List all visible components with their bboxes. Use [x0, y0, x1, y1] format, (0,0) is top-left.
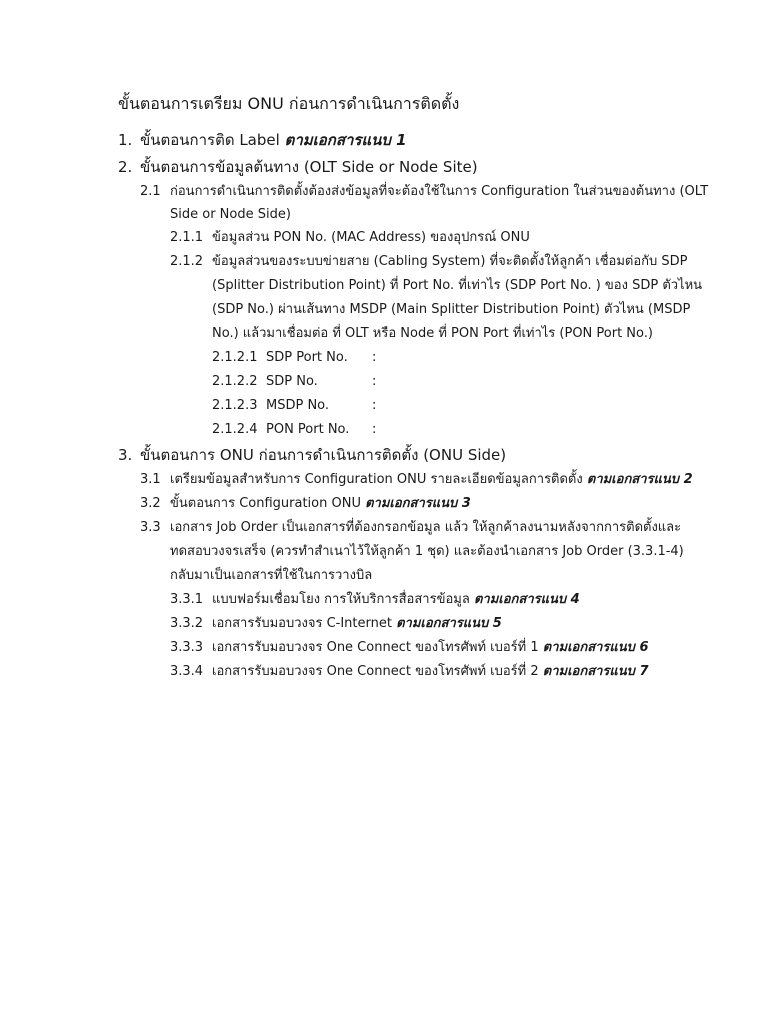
item-text-line: ข้อมูลส่วน PON No. (MAC Address) ของอุปกรณ์ ONU [212, 230, 530, 245]
field-colon: : [372, 350, 377, 365]
field-number: 2.1.2.2 [212, 374, 258, 389]
item-text-line: Side or Node Side) [170, 207, 291, 222]
document-title: ขั้นตอนการเตรียม ONU ก่อนการดำเนินการติดตั้ง [118, 94, 460, 113]
item-text-line: เตรียมข้อมูลสำหรับการ Configuration ONU รายละเอียดข้อมูลการติดตั้ง [170, 472, 583, 487]
attachment-reference: ตามเอกสารแนบ 6 [542, 640, 649, 655]
attachment-reference: ตามเอกสารแนบ 3 [365, 496, 471, 511]
item-text-line: กลับมาเป็นเอกสารที่ใช้ในการวางบิล [170, 568, 373, 583]
item-number: 2.1.2 [170, 254, 204, 269]
item-text-line: เอกสารรับมอบวงจร One Connect ของโทรศัพท์ เบอร์ที่ 2 [212, 664, 539, 679]
item-number: 2.1 [140, 184, 161, 199]
item-number: 3.3 [140, 520, 161, 535]
field-label: MSDP No. [266, 398, 330, 413]
item-number: 3.3.2 [170, 616, 204, 631]
field-colon: : [372, 374, 377, 389]
section-number: 3. [118, 446, 133, 464]
item-text-line: เอกสารรับมอบวงจร C-Internet [212, 616, 392, 631]
field-label: SDP No. [266, 374, 318, 389]
item-text-line: ทดสอบวงจรเสร็จ (ควรทำสำเนาไว้ให้ลูกค้า 1 ชุด) และต้องนำเอกสาร Job Order (3.3.1-4) [170, 544, 684, 559]
item-number: 3.3.4 [170, 664, 204, 679]
field-label: PON Port No. [266, 422, 350, 437]
item-text-line: แบบฟอร์มเชื่อมโยง การให้บริการสื่อสารข้อมูล [212, 592, 470, 607]
attachment-reference: ตามเอกสารแนบ 7 [542, 664, 649, 679]
section-number: 1. [118, 131, 133, 149]
field-number: 2.1.2.4 [212, 422, 258, 437]
item-number: 3.3.1 [170, 592, 204, 607]
item-number: 2.1.1 [170, 230, 204, 245]
attachment-reference: ตามเอกสารแนบ 5 [396, 616, 502, 631]
item-text-line: เอกสาร Job Order เป็นเอกสารที่ต้องกรอกข้อมูล แล้ว ให้ลูกค้าลงนามหลังจากการติดตั้งและ [170, 520, 682, 535]
attachment-reference: ตามเอกสารแนบ 2 [586, 472, 693, 487]
attachment-reference: ตามเอกสารแนบ 1 [284, 131, 407, 149]
field-number: 2.1.2.3 [212, 398, 258, 413]
item-number: 3.2 [140, 496, 161, 511]
item-text-line: No.) แล้วมาเชื่อมต่อ ที่ OLT หรือ Node ที่ PON Port ที่เท่าไร (PON Port No.) [212, 326, 653, 341]
field-label: SDP Port No. [266, 350, 348, 365]
item-text-line: ก่อนการดำเนินการติดตั้งต้องส่งข้อมูลที่จะต้องใช้ในการ Configuration ในส่วนของต้นทาง (OLT [170, 184, 709, 199]
section-title: ขั้นตอนการ ONU ก่อนการดำเนินการติดตั้ง (ONU Side) [140, 446, 507, 464]
item-number: 3.1 [140, 472, 161, 487]
field-colon: : [372, 422, 377, 437]
item-text-line: (SDP No.) ผ่านเส้นทาง MSDP (Main Splitter Distribution Point) ตัวไหน (MSDP [212, 302, 691, 317]
section-title: ขั้นตอนการข้อมูลต้นทาง (OLT Side or Node Site) [140, 158, 478, 176]
section-title: ขั้นตอนการติด Label [140, 131, 280, 149]
field-colon: : [372, 398, 377, 413]
section-number: 2. [118, 158, 133, 176]
field-number: 2.1.2.1 [212, 350, 258, 365]
item-text-line: (Splitter Distribution Point) ที่ Port No. ที่เท่าไร (SDP Port No. ) ของ SDP ตัวไหน [212, 278, 703, 293]
item-text-line: เอกสารรับมอบวงจร One Connect ของโทรศัพท์ เบอร์ที่ 1 [212, 640, 539, 655]
item-text-line: ข้อมูลส่วนของระบบข่ายสาย (Cabling System) ที่จะติดตั้งให้ลูกค้า เชื่อมต่อกับ SDP [212, 254, 688, 269]
attachment-reference: ตามเอกสารแนบ 4 [473, 592, 580, 607]
item-number: 3.3.3 [170, 640, 204, 655]
item-text-line: ขั้นตอนการ Configuration ONU [170, 496, 361, 511]
